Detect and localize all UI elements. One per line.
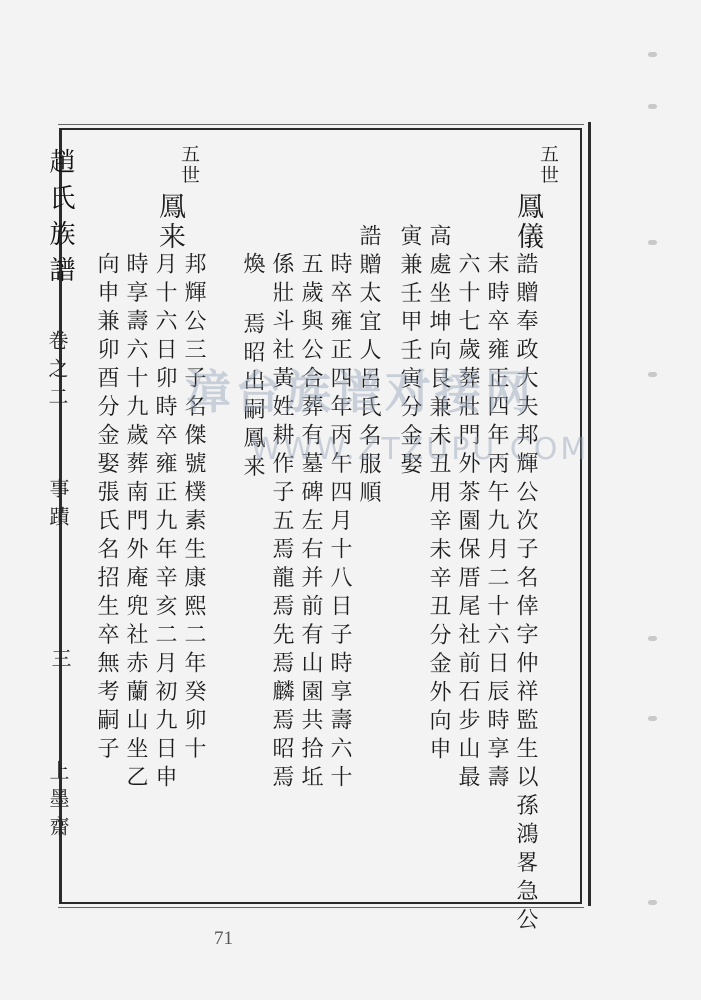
- person-a-line-5: 寅兼壬甲壬寅分金娶: [397, 224, 422, 481]
- person-b-line-2: 月十六日卯時卒雍正九年辛亥二月初九日申: [152, 252, 177, 794]
- watermark-url: WWW.ZTZUPU.COM: [250, 432, 590, 467]
- person-a-line-6: 誥贈太宜人呂氏名服順: [356, 224, 381, 509]
- person-a-name: 鳳儀: [512, 192, 543, 252]
- outer-frame-rule: [588, 122, 591, 906]
- spine-title: 趙氏族譜: [45, 148, 75, 292]
- punch-hole: [648, 52, 657, 57]
- punch-hole: [648, 240, 657, 245]
- punch-hole: [648, 372, 657, 377]
- spine-hall: 上墨齋: [46, 760, 70, 844]
- person-a-line-3: 六十七歲葬壯門外茶園保厝尾社前石步山最: [455, 252, 480, 794]
- punch-hole: [648, 716, 657, 721]
- person-a-line-2: 末時卒雍正四年丙午九月二十六日辰時享壽: [484, 252, 509, 794]
- generation-label-b: 五世: [178, 144, 200, 186]
- page-number: 71: [214, 928, 233, 949]
- person-a-line-7: 時卒雍正四年丙午四月十八日子時享壽六十: [327, 252, 352, 794]
- spine-volume: 卷之二: [45, 330, 69, 414]
- person-a-line-4: 高處坐坤向艮兼未丑用辛未辛丑分金外向申: [426, 224, 451, 766]
- person-a-line-1: 誥贈奉政大夫邦輝公次子名倖字仲祥監生以孫鴻畧急公: [513, 252, 538, 936]
- person-b-name: 鳳来: [154, 192, 185, 252]
- person-a-line-9: 係壯斗社黃姓耕作子五焉龍焉先焉麟焉昭焉: [269, 252, 294, 794]
- punch-hole: [648, 104, 657, 109]
- punch-hole: [648, 636, 657, 641]
- person-b-line-1: 邦輝公三子名傑號樸素生康熙二年癸卯十: [181, 252, 206, 765]
- spine-folio: 三: [48, 648, 72, 676]
- spine-section: 事蹟: [46, 478, 70, 534]
- person-b-line-3: 時享壽六十九歲葬南門外庵兜社赤蘭山坐乙: [123, 252, 148, 794]
- punch-hole: [648, 900, 657, 905]
- person-a-line-10: 煥 焉昭出嗣鳳来: [240, 252, 265, 483]
- person-a-line-8: 五歲與公合葬有墓碑左右并前有山園共拾坵: [298, 252, 323, 794]
- watermark-text: 漳台族谱对接网: [185, 365, 535, 419]
- person-b-line-4: 向申兼卯酉分金娶張氏名招生卒無考嗣子: [94, 252, 119, 765]
- generation-label-a: 五世: [537, 144, 559, 186]
